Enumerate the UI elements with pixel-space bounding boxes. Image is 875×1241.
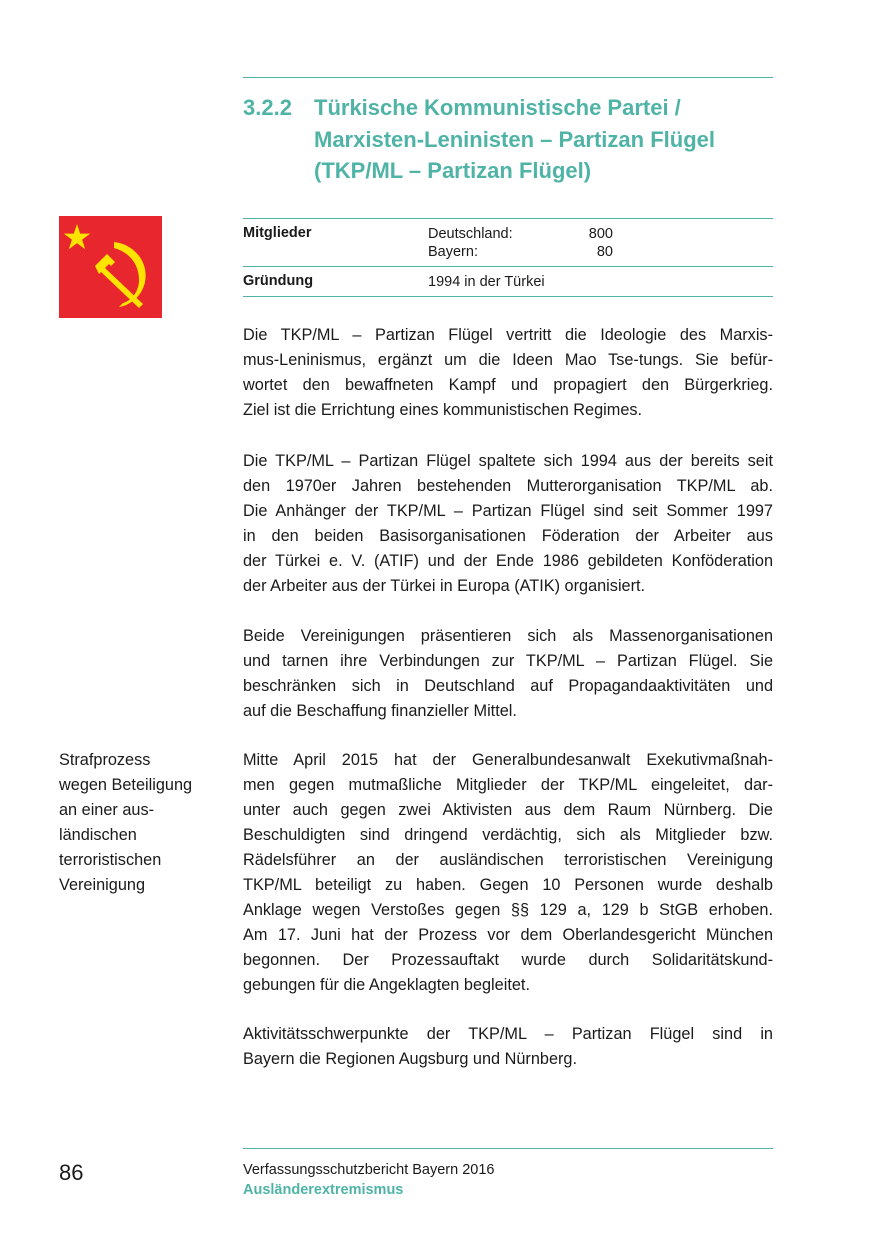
text-line: in den beiden Basisorganisationen Föderation der Arbeiter aus	[243, 527, 773, 545]
paragraph-trial	[243, 748, 773, 998]
text-line: der Türkei e. V. (ATIF) und der Ende 1986 gebildeten Konföderation	[243, 552, 773, 570]
text-line: Die TKP/ML – Partizan Flügel spaltete sich 1994 aus der bereits seit	[243, 452, 773, 470]
margin-note-line: terroristischen	[59, 851, 162, 869]
members-label: Mitglieder	[243, 225, 312, 241]
margin-note	[59, 748, 229, 898]
hammer-and-sickle-flag-icon	[59, 216, 162, 318]
paragraph-history	[243, 449, 773, 599]
text-line: beschränken sich in Deutschland auf Propagandaaktivitäten und	[243, 677, 773, 695]
text-line: Die Anhänger der TKP/ML – Partizan Flügel sind seit Sommer 1997	[243, 502, 773, 520]
facts-table	[243, 218, 773, 297]
margin-note-line: ländischen	[59, 826, 137, 844]
section-title-line: Marxisten-Leninisten – Partizan Flügel	[314, 126, 715, 152]
founding-value: 1994 in der Türkei	[428, 274, 545, 290]
bavaria-value: 80	[596, 244, 613, 260]
text-line: den 1970er Jahren bestehenden Mutterorganisation TKP/ML ab.	[243, 477, 773, 495]
margin-note-line: an einer aus-	[59, 801, 155, 819]
text-line: begonnen. Der Prozessauftakt wurde durch Solidaritätskund-	[243, 951, 773, 969]
text-line: men gegen mutmaßliche Mitglieder der TKP/ML eingeleitet, dar-	[243, 776, 773, 794]
paragraph-organizations	[243, 624, 773, 724]
facts-row-members	[243, 218, 773, 266]
paragraph-regions	[243, 1022, 773, 1072]
text-line: Bayern die Regionen Augsburg und Nürnberg.	[243, 1050, 577, 1068]
facts-row-founding	[243, 266, 773, 297]
footer-chapter: Ausländerextremismus	[243, 1182, 404, 1198]
text-line: auf die Beschaffung finanzieller Mittel.	[243, 702, 517, 720]
text-line: Die TKP/ML – Partizan Flügel vertritt die Ideologie des Marxis-	[243, 326, 773, 344]
footer-publication: Verfassungsschutzbericht Bayern 2016	[243, 1162, 495, 1178]
page-number: 86	[59, 1160, 84, 1185]
germany-value: 800	[588, 226, 613, 242]
text-line: Beide Vereinigungen präsentieren sich als Massenorganisationen	[243, 627, 773, 645]
text-line: der Arbeiter aus der Türkei in Europa (ATIK) organisiert.	[243, 577, 646, 595]
text-line: gebungen für die Angeklagten begleitet.	[243, 976, 530, 994]
section-title	[314, 92, 774, 187]
text-line: wortet den bewaffneten Kampf und propagiert den Bürgerkrieg.	[243, 376, 773, 394]
text-line: mus-Leninismus, ergänzt um die Ideen Mao Tse-tungs. Sie befür-	[243, 351, 773, 369]
text-line: unter auch gegen zwei Aktivisten aus dem Raum Nürnberg. Die	[243, 801, 773, 819]
text-line: Mitte April 2015 hat der Generalbundesanwalt Exekutivmaßnah-	[243, 751, 773, 769]
section-number: 3.2.2	[243, 95, 292, 120]
section-title-line: (TKP/ML – Partizan Flügel)	[314, 158, 592, 183]
top-rule	[243, 77, 773, 78]
text-line: Ziel ist die Errichtung eines kommunistischen Regimes.	[243, 401, 643, 419]
text-line: Anklage wegen Verstoßes gegen §§ 129 a, 129 b StGB erhoben.	[243, 901, 773, 919]
text-line: TKP/ML beteiligt zu haben. Gegen 10 Personen wurde deshalb	[243, 876, 773, 894]
text-line: Am 17. Juni hat der Prozess vor dem Oberlandesgericht München	[243, 926, 773, 944]
text-line: Rädelsführer an der ausländischen terroristischen Vereinigung	[243, 851, 773, 869]
text-line: Aktivitätsschwerpunkte der TKP/ML – Partizan Flügel sind in	[243, 1025, 773, 1043]
margin-note-line: wegen Beteiligung	[59, 776, 193, 794]
margin-note-line: Vereinigung	[59, 876, 146, 894]
paragraph-ideology	[243, 323, 773, 423]
text-line: und tarnen ihre Verbindungen zur TKP/ML – Partizan Flügel. Sie	[243, 652, 773, 670]
bavaria-label: Bayern:	[428, 244, 478, 260]
flag-background	[59, 216, 162, 318]
footer-rule	[243, 1148, 773, 1149]
members-regions	[428, 225, 513, 261]
margin-note-line: Strafprozess	[59, 751, 151, 769]
section-title-line: Türkische Kommunistische Partei /	[314, 95, 681, 120]
members-counts	[573, 225, 613, 261]
text-line: Beschuldigten sind dringend verdächtig, sich als Mitglieder bzw.	[243, 826, 773, 844]
founding-label: Gründung	[243, 273, 314, 289]
germany-label: Deutschland:	[428, 226, 513, 242]
